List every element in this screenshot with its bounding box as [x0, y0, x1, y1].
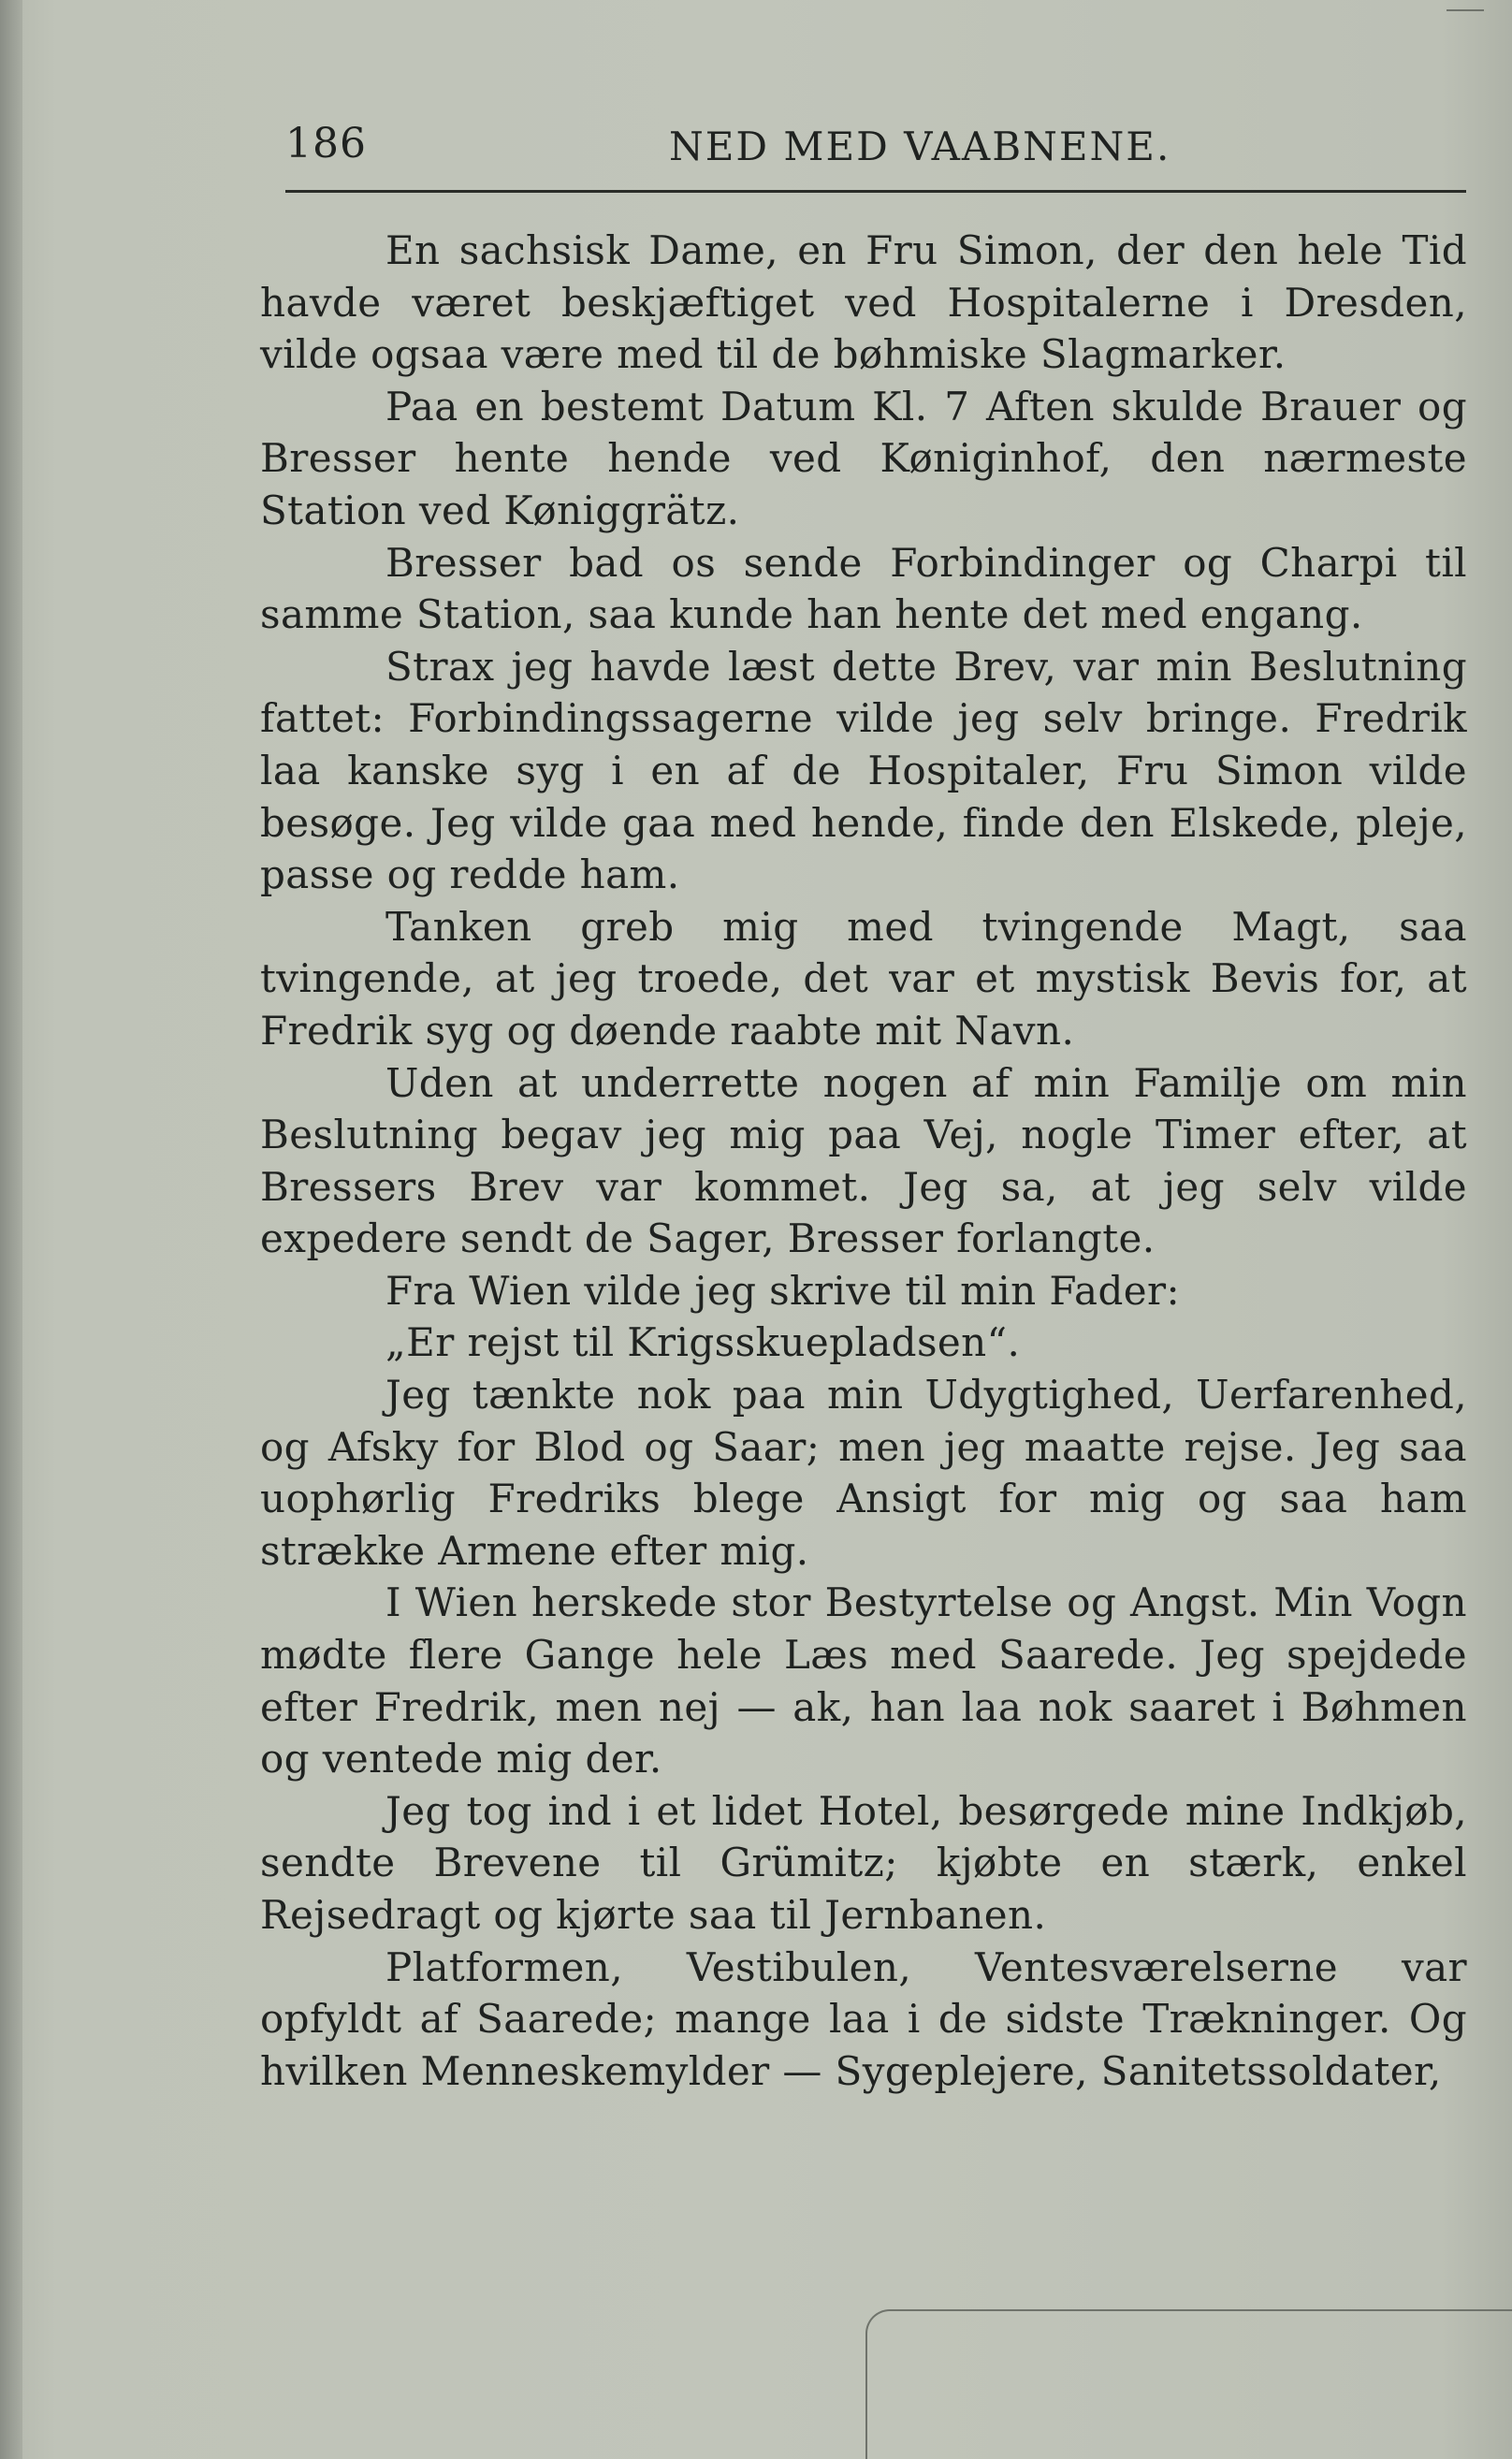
paragraph: En sachsisk Dame, en Fru Simon, der den hele Tid havde været beskjæftiget ved Hospitalerne i Dresden, vilde ogsaa være med til de bøhmiske Slagmarker.	[260, 227, 1467, 378]
page-number: 186	[285, 120, 367, 167]
paragraph: Tanken greb mig med tvingende Magt, saa tvingende, at jeg troede, det var et mystisk Bevis for, at Fredrik syg og døende raabte mit Navn.	[260, 903, 1467, 1054]
paragraph: Jeg tænkte nok paa min Udygtighed, Uerfarenhed, og Afsky for Blod og Saar; men jeg maatte rejse. Jeg saa uophørlig Fredriks blege Ansigt for mig og saa ham strække Armene efter mig.	[260, 1372, 1467, 1574]
paragraph: I Wien herskede stor Bestyrtelse og Angst. Min Vogn mødte flere Gange hele Læs med Saarede. Jeg spejdede efter Fredrik, men nej — ak, han laa nok saaret i Bøhmen og ventede mig der.	[260, 1579, 1467, 1782]
header-rule	[285, 190, 1466, 193]
running-head	[285, 120, 1464, 176]
paragraph: Strax jeg havde læst dette Brev, var min Beslutning fattet: Forbindingssagerne vilde jeg selv bringe. Fredrik laa kanske syg i en af de Hospitaler, Fru Simon vilde besøge. Jeg vilde gaa med hende, finde den Elskede, pleje, passe og redde ham.	[260, 643, 1467, 898]
body-text	[260, 225, 1467, 2097]
paragraph: Bresser bad os sende Forbindinger og Charpi til samme Station, saa kunde han hente det med engang.	[260, 539, 1467, 638]
paragraph: Jeg tog ind i et lidet Hotel, besørgede mine Indkjøb, sendte Brevene til Grümitz; kjøbte en stærk, enkel Rejsedragt og kjørte saa til Jernbanen.	[260, 1787, 1467, 1938]
page-spine-shadow	[0, 0, 22, 2459]
library-stamp-outline	[865, 2309, 1512, 2459]
paragraph: Paa en bestemt Datum Kl. 7 Aften skulde Brauer og Bresser hente hende ved Køniginhof, den nærmeste Station ved Køniggrätz.	[260, 383, 1467, 533]
paragraph: Fra Wien vilde jeg skrive til min Fader:	[385, 1267, 1181, 1314]
paragraph: Uden at underrette nogen af min Familje om min Beslutning begav jeg mig paa Vej, nogle Timer efter, at Bressers Brev var kommet. Jeg sa, at jeg selv vilde expedere sendt de Sager, Bresser forlangte.	[260, 1059, 1467, 1262]
running-title: NED MED VAABNENE.	[669, 124, 1171, 169]
corner-mark	[1447, 0, 1484, 11]
paragraph: Platformen, Vestibulen, Ventesværelserne var opfyldt af Saarede; mange laa i de sidste Trækninger. Og hvilken Menneskemylder — Sygeplejere, Sanitetssoldater,	[260, 1943, 1467, 2094]
paragraph: „Er rejst til Krigsskuepladsen“.	[385, 1319, 1021, 1366]
